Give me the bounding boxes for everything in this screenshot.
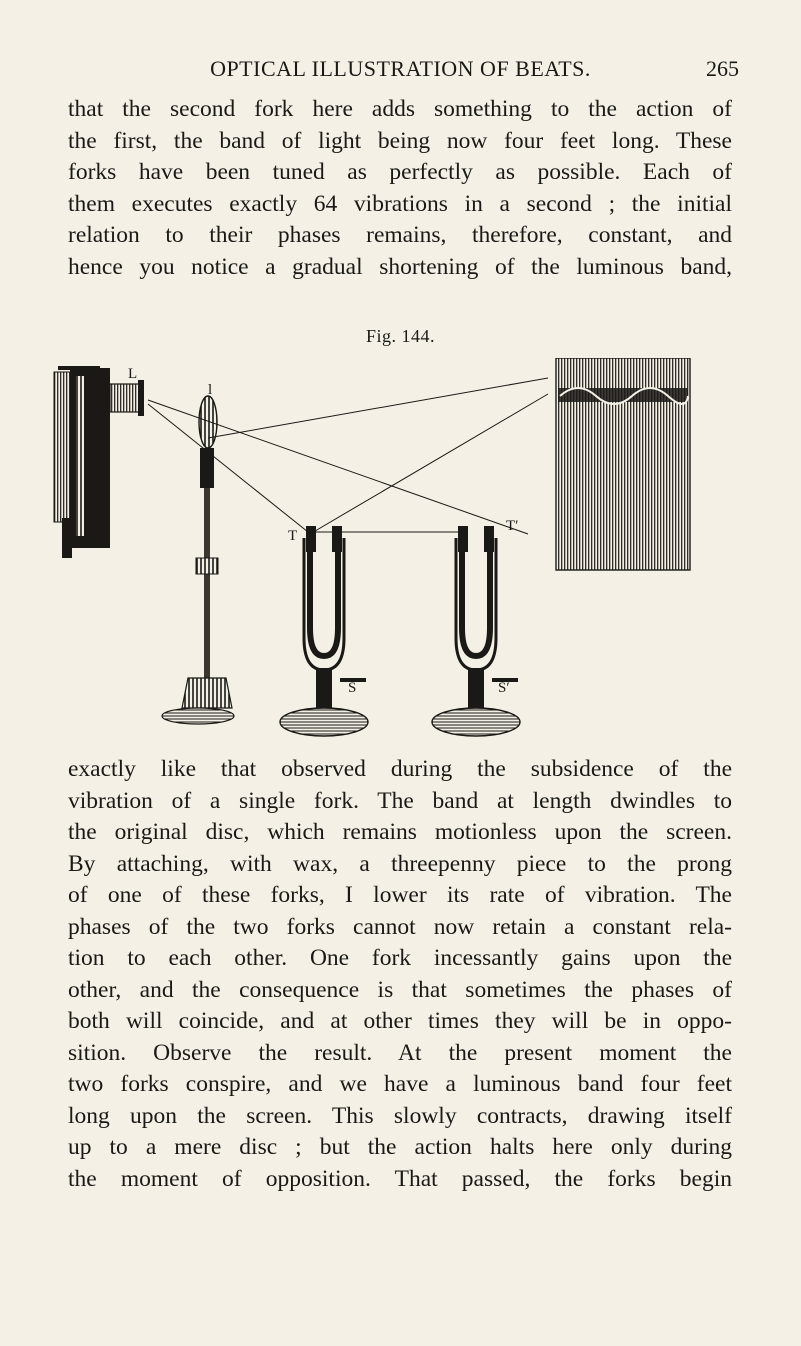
running-title: OPTICAL ILLUSTRATION OF BEATS. (210, 56, 591, 81)
page-number: 265 (706, 56, 739, 81)
text-line: vibration of a single fork. The band at length dwindles to (68, 787, 732, 814)
figure-caption: Fig. 144. (365, 326, 435, 346)
label-fork-right: T′ (506, 518, 519, 534)
running-head (0, 52, 801, 82)
label-lens: l (208, 382, 213, 398)
tuning-fork-apparatus-drawing (48, 358, 696, 750)
figure-illustration (48, 358, 696, 750)
text-line: tion to each other. One fork incessantly gains upon the (68, 945, 732, 971)
text-line: long upon the screen. This slowly contracts, drawing itself (68, 1102, 732, 1129)
label-fork-left: T (288, 528, 298, 544)
text-line: two forks conspire, and we have a luminous band four feet (68, 1071, 732, 1097)
text-line: other, and the consequence is that sometimes the phases of (68, 976, 732, 1003)
text-line: sition. Observe the result. At the present moment the (68, 1039, 732, 1066)
text-line: relation to their phases remains, therefore, constant, and (68, 222, 732, 248)
text-line: up to a mere disc ; but the action halts here only during (68, 1134, 732, 1160)
text-line: the first, the band of light being now four feet long. These (68, 127, 732, 154)
tuning-fork-right (432, 526, 520, 736)
text-line: them executes exactly 64 vibrations in a second ; the initial (68, 190, 732, 217)
label-stand-right: S′ (498, 680, 510, 696)
paragraph-top (68, 94, 732, 283)
lamp-housing (54, 366, 144, 558)
text-line: of one of these forks, I lower its rate of vibration. The (68, 882, 732, 908)
label-stand-left: S (348, 680, 357, 696)
text-line: forks have been tuned as perfectly as possible. Each of (68, 159, 732, 185)
lens-stand (162, 396, 234, 724)
paragraph-bottom (68, 754, 732, 1195)
text-line: exactly like that observed during the subsidence of the (68, 756, 732, 782)
text-line: phases of the two forks cannot now retain a constant rela- (68, 913, 732, 940)
text-line: hence you notice a gradual shortening of the luminous band, (68, 253, 732, 280)
tuning-fork-left (280, 526, 368, 736)
text-line: By attaching, with wax, a threepenny piece to the prong (68, 850, 732, 877)
text-line: the original disc, which remains motionless upon the screen. (68, 819, 732, 845)
label-lamp: L (128, 366, 138, 382)
text-line: the moment of opposition. That passed, the forks begin (68, 1165, 732, 1192)
screen-luminous-band (556, 358, 690, 570)
text-line: both will coincide, and at other times they will be in oppo- (68, 1008, 732, 1034)
text-line: that the second fork here adds something to the action of (68, 96, 732, 122)
